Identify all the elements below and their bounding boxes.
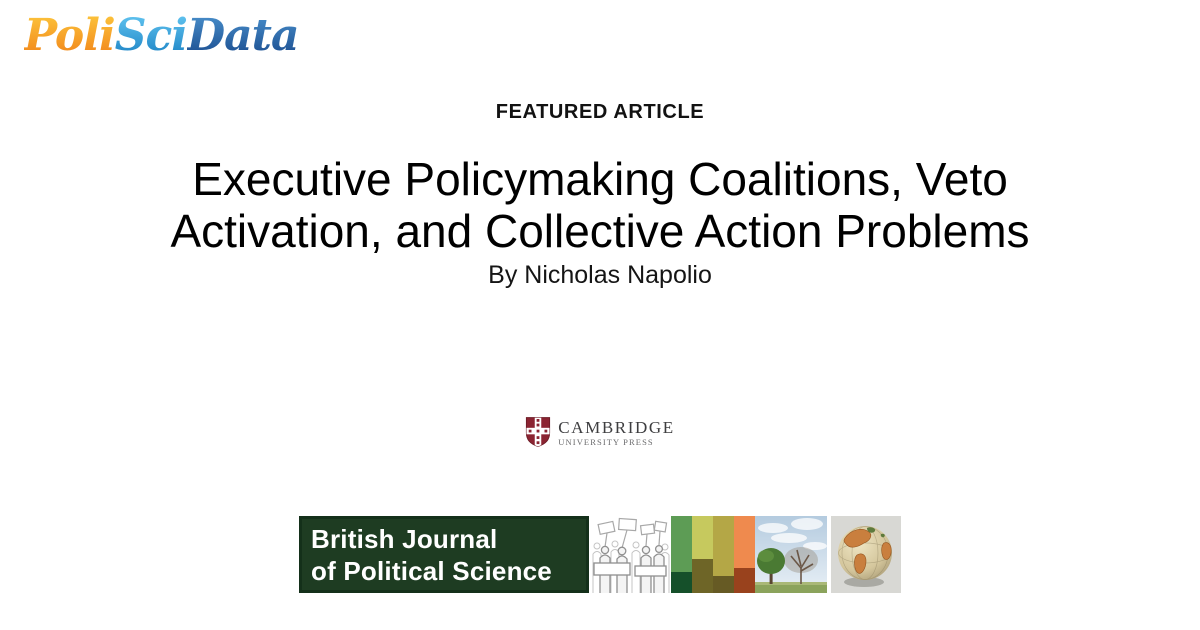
bar-column-2 bbox=[692, 516, 713, 593]
article-byline: By Nicholas Napolio bbox=[488, 261, 712, 289]
colored-bar-mosaic bbox=[671, 516, 755, 593]
logo-part-data: Data bbox=[186, 10, 299, 61]
publisher-name: CAMBRIDGE bbox=[558, 417, 675, 437]
trees-photo bbox=[755, 516, 827, 593]
antique-globe-photo bbox=[831, 516, 901, 593]
article-title-line1: Executive Policymaking Coalitions, Veto bbox=[192, 153, 1008, 205]
bar-column-4 bbox=[734, 516, 755, 593]
publisher-subtitle: UNIVERSITY PRESS bbox=[558, 436, 654, 447]
polascidata-logo bbox=[24, 10, 298, 61]
logo-part-poli: Poli bbox=[24, 10, 115, 61]
protest-crowd-illustration bbox=[589, 516, 671, 593]
journal-banner bbox=[299, 516, 901, 593]
cambridge-shield-icon bbox=[525, 416, 551, 448]
article-title-line2: Activation, and Collective Action Problems bbox=[170, 205, 1030, 257]
journal-title-panel bbox=[299, 516, 589, 593]
cambridge-university-press-logo bbox=[0, 413, 1200, 451]
bar-column-3 bbox=[713, 516, 734, 593]
article-title bbox=[0, 153, 1200, 257]
bar-column-1 bbox=[671, 516, 692, 593]
journal-title-line2: of Political Science bbox=[311, 555, 552, 586]
cambridge-wordmark bbox=[558, 418, 674, 447]
featured-article-kicker: FEATURED ARTICLE bbox=[495, 101, 705, 123]
journal-title-line1: British Journal bbox=[311, 523, 498, 554]
logo-part-sci: Sci bbox=[114, 10, 187, 61]
